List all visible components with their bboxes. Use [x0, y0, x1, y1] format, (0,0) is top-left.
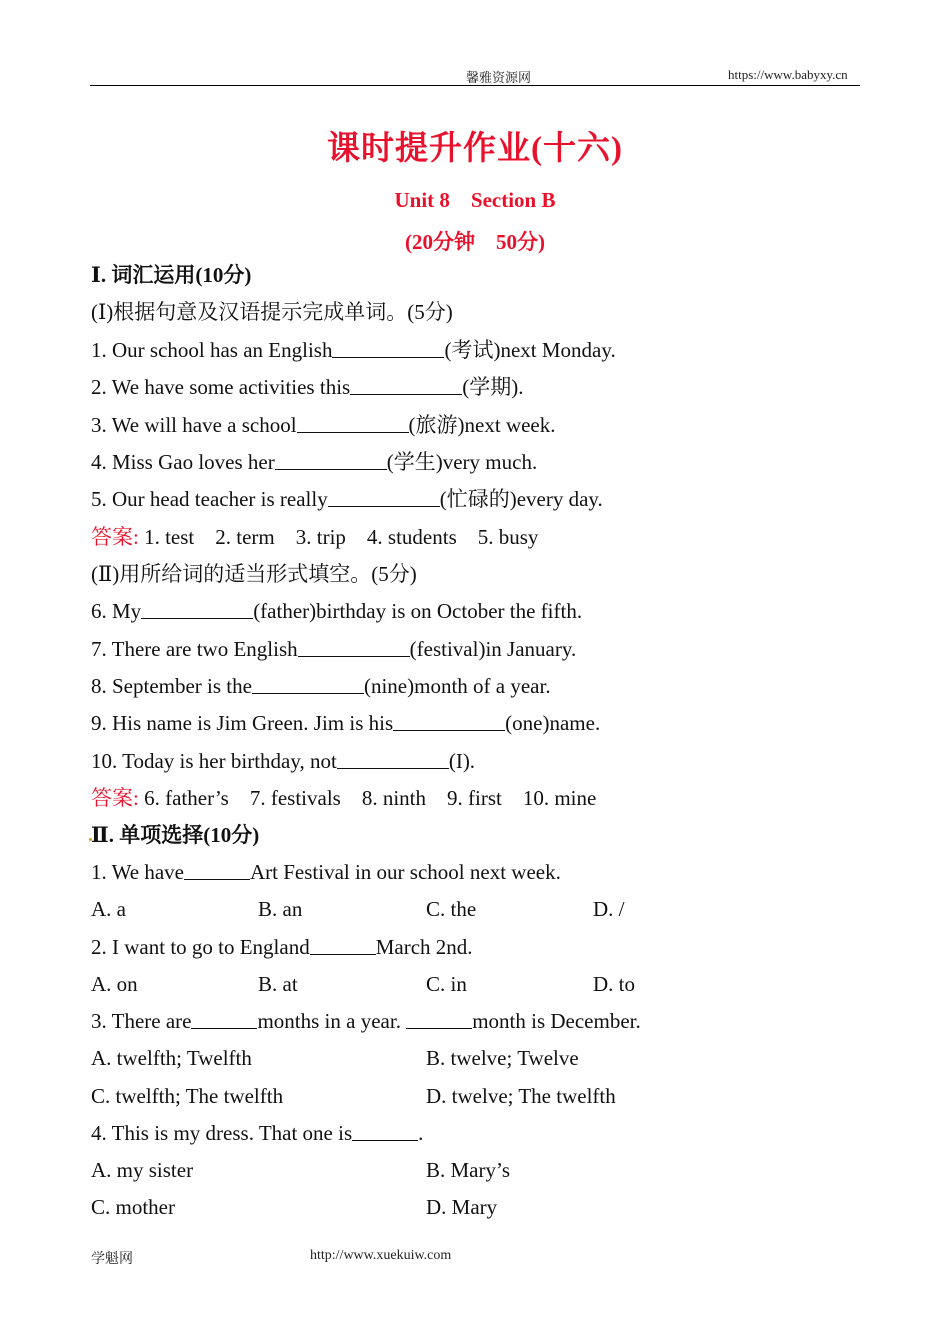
question-2: 2. We have some activities this (学期).	[91, 375, 524, 399]
part1-heading: Ⅰ. 词汇运用(10分)	[91, 263, 252, 287]
answer-label: 答案:	[91, 786, 139, 810]
answer-blank[interactable]	[141, 600, 253, 619]
question-3: 3. We will have a school (旅游)next week.	[91, 413, 556, 437]
answer-blank[interactable]	[297, 414, 409, 433]
time-score: (20分钟 50分)	[405, 230, 545, 254]
footer-site-name: 学魁网	[91, 1252, 133, 1267]
question-9: 9. His name is Jim Green. Jim is his (one)name.	[91, 711, 601, 735]
part2-heading: Ⅱ. 单项选择(10分)	[91, 823, 260, 847]
option-1b[interactable]: B. an	[258, 897, 303, 921]
part1-sub2-instruction: (Ⅱ)用所给词的适当形式填空。(5分)	[91, 562, 417, 586]
answer-blank[interactable]	[332, 339, 444, 358]
answer-blank[interactable]	[352, 1122, 418, 1141]
answer-blank[interactable]	[328, 488, 440, 507]
answer-blank[interactable]	[191, 1010, 257, 1029]
option-4b[interactable]: B. Mary’s	[426, 1158, 510, 1182]
header-divider	[90, 85, 860, 86]
header-site-name: 馨雅资源网	[466, 70, 532, 85]
unit-subtitle: Unit 8 Section B	[394, 188, 556, 212]
answer-blank[interactable]	[252, 675, 364, 694]
option-3a[interactable]: A. twelfth; Twelfth	[91, 1046, 252, 1070]
answer-blank[interactable]	[393, 712, 505, 731]
answer-key-1: 答案: 1. test 2. term 3. trip 4. students 5. busy	[91, 525, 539, 549]
answer-blank[interactable]	[310, 936, 376, 955]
option-1d[interactable]: D. /	[593, 897, 625, 921]
option-4c[interactable]: C. mother	[91, 1195, 175, 1219]
option-3c[interactable]: C. twelfth; The twelfth	[91, 1084, 284, 1108]
question-8: 8. September is the (nine)month of a year.	[91, 674, 551, 698]
option-3d[interactable]: D. twelve; The twelfth	[426, 1084, 616, 1108]
page-title: 课时提升作业(十六)	[327, 131, 623, 167]
mc-question-2: 2. I want to go to England March 2nd.	[91, 935, 473, 959]
answer-blank[interactable]	[337, 750, 449, 769]
mc-question-4: 4. This is my dress. That one is .	[91, 1121, 424, 1145]
answer-blank[interactable]	[406, 1010, 472, 1029]
question-1: 1. Our school has an English (考试)next Monday.	[91, 338, 616, 362]
question-6: 6. My (father)birthday is on October the fifth.	[91, 599, 583, 623]
mc-question-1: 1. We have Art Festival in our school next week.	[91, 860, 561, 884]
question-10: 10. Today is her birthday, not (I).	[91, 749, 476, 773]
answer-blank[interactable]	[184, 861, 250, 880]
question-5: 5. Our head teacher is really (忙碌的)every day.	[91, 487, 603, 511]
option-2b[interactable]: B. at	[258, 972, 298, 996]
footer-url[interactable]: http://www.xuekuiw.com	[310, 1248, 452, 1263]
answer-blank[interactable]	[275, 451, 387, 470]
option-2c[interactable]: C. in	[426, 972, 467, 996]
question-7: 7. There are two English (festival)in January.	[91, 637, 577, 661]
part1-sub1-instruction: (Ⅰ)根据句意及汉语提示完成单词。(5分)	[91, 300, 453, 324]
question-4: 4. Miss Gao loves her (学生)very much.	[91, 450, 538, 474]
option-1c[interactable]: C. the	[426, 897, 477, 921]
answer-label: 答案:	[91, 525, 139, 549]
option-4a[interactable]: A. my sister	[91, 1158, 194, 1182]
option-3b[interactable]: B. twelve; Twelve	[426, 1046, 579, 1070]
option-2d[interactable]: D. to	[593, 972, 635, 996]
header-url[interactable]: https://www.babyxy.cn	[728, 67, 848, 82]
option-4d[interactable]: D. Mary	[426, 1195, 498, 1219]
answer-key-2: 答案: 6. father’s 7. festivals 8. ninth 9. first 10. mine	[91, 786, 597, 810]
answer-blank[interactable]	[350, 376, 462, 395]
option-1a[interactable]: A. a	[91, 897, 126, 921]
mc-question-3: 3. There are months in a year. month is December.	[91, 1009, 641, 1033]
option-2a[interactable]: A. on	[91, 972, 138, 996]
answer-blank[interactable]	[298, 638, 410, 657]
